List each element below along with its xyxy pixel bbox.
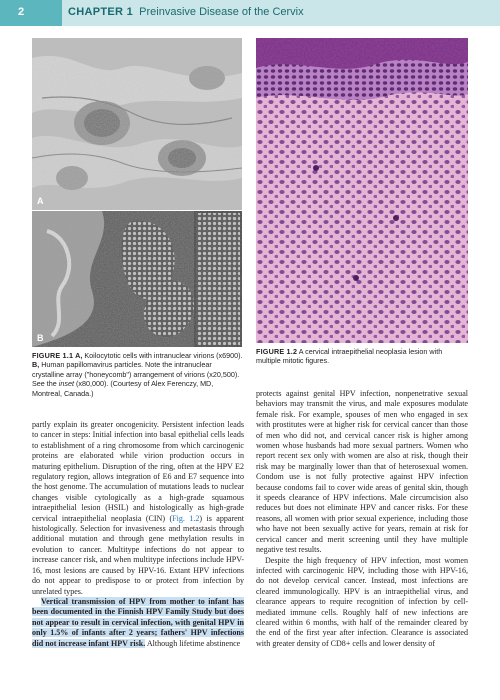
caption-panel-b-text: Human papillomavirus particles. Note the intranuclear crystalline array ("honeycomb") arrangement of virions (x20,500). See the: [32, 360, 240, 389]
caption-end-text: (x80,000). (Courtesy of Alex Ferenczy, MD, Montreal, Canada.): [32, 379, 214, 398]
left-paragraph-1: [32, 420, 244, 597]
page-number-tab: [0, 0, 62, 26]
caption-panel-a-text: Koilocytotic cells with intranuclear virions (x6900).: [84, 351, 243, 360]
left-paragraph-1-text-a: partly explain its greater oncogenicity. Persistent infection leads to cancer in steps: Initial infection into basal epithelial cells leads to establishment of a ring chromosome from which carcinogenic proteins are elaborated while virion production occurs in maturing epithelium. Disruption of the ring, often at the HPV E2 regulatory region, allows integration of E6 and E7 sequence into the host genome. The accumulation of mutations leads to nuclear changes visible cytologically as a high-grade squamous intraepithelial lesion (HSIL) and histologically as high-grade cervical intraepithelial neoplasia (CIN) (: [32, 420, 244, 523]
micrograph-a-image: [32, 38, 242, 210]
chapter-title: Preinvasive Disease of the Cervix: [139, 6, 304, 18]
micrograph-b-image: [32, 211, 242, 347]
caption-panel-b-ref: B,: [32, 360, 40, 370]
left-paragraph-2-rest: Although lifetime abstinence: [145, 638, 241, 648]
figure-1-1-label: FIGURE 1.1: [32, 351, 74, 360]
figure-1-2-caption: [256, 347, 468, 366]
caption-inset-word: inset: [58, 379, 74, 389]
figure-1-2-caption-text: A cervical intraepithelial neoplasia lesion with multiple mitotic figures.: [256, 347, 443, 366]
figure-1-2-image: [256, 38, 468, 343]
page-number: 2: [18, 6, 25, 18]
figure-1-1-panel-b: [32, 211, 242, 347]
left-paragraph-1-text-b: ) is apparent histologically. Selection for invasiveness and metastasis through additional mutation and through gene methylation results in evolution to cancer. Multitype infections do not appear to increase cancer risk, and when multitype infections include HPV-16, most lesions are caused by HPV-16. Extant HPV infections do not appear to predispose to or protect from infection by unrelated types.: [32, 513, 244, 596]
left-paragraph-2: [32, 597, 244, 649]
right-paragraph-2: Despite the high frequency of HPV infection, most women infected with carcinogenic HPV, including those with HPV-16, do not develop cervical cancer. Instead, most infections are cleared immunologically. HPV is an intraepithelial virus, and clearance appears to require recognition of infection by cell-mediated immune cells. Roughly half of new infections are cleared within 6 months, with half of the remainder cleared by the end of the first year after infection. Clearance is associated with greater density of CD8+ cells and lower density of: [256, 555, 468, 648]
panel-b-letter: B: [37, 333, 44, 343]
right-text-column: [256, 389, 468, 649]
highlighted-passage: Vertical transmission of HPV from mother to infant has been documented in the Finnish HPV Family Study but does not appear to result in cervical infection, with genital HPV in only 1.5% of infants after 2 years; fathers' HPV infections did not increase infant HPV risk.: [32, 596, 244, 648]
caption-panel-a-ref: A,: [75, 351, 83, 360]
figure-1-2-reference-link[interactable]: Fig. 1.2: [172, 513, 200, 523]
left-text-column: [32, 420, 244, 649]
right-paragraph-1: protects against genital HPV infection, nonpenetrative sexual behaviors may transmit the virus, and male exposures modulate female risk. For example, spouses of men who engaged in sex with prostitutes were at higher risk for cervical cancer than those of men who did not, and cervical cancer risk is higher among women whose husbands had more sexual partners. Women who report recent sex only with women are also at risk, though their risk may be marginally lower than that of heterosexual women. Condom use is not fully protective against HPV infection because condoms fail to cover wide areas of genital skin, though it speeds clearance of HPV infections. Male circumcision also reduces but does not eliminate HPV and cancer risks. For these reasons, all women with prior sexual experience, including those who have not been sexually active for years, remain at risk for cervical cancer and merit screening until they have multiple negative test results.: [256, 389, 468, 555]
running-head: [68, 6, 304, 18]
figure-1-1-panel-a: [32, 38, 242, 210]
histology-image: [256, 38, 468, 343]
chapter-label: CHAPTER 1: [68, 6, 134, 18]
page-header: [0, 0, 500, 26]
figure-1-1-caption: [32, 351, 244, 398]
panel-a-letter: A: [37, 196, 44, 206]
figure-1-2-label: FIGURE 1.2: [256, 347, 298, 356]
